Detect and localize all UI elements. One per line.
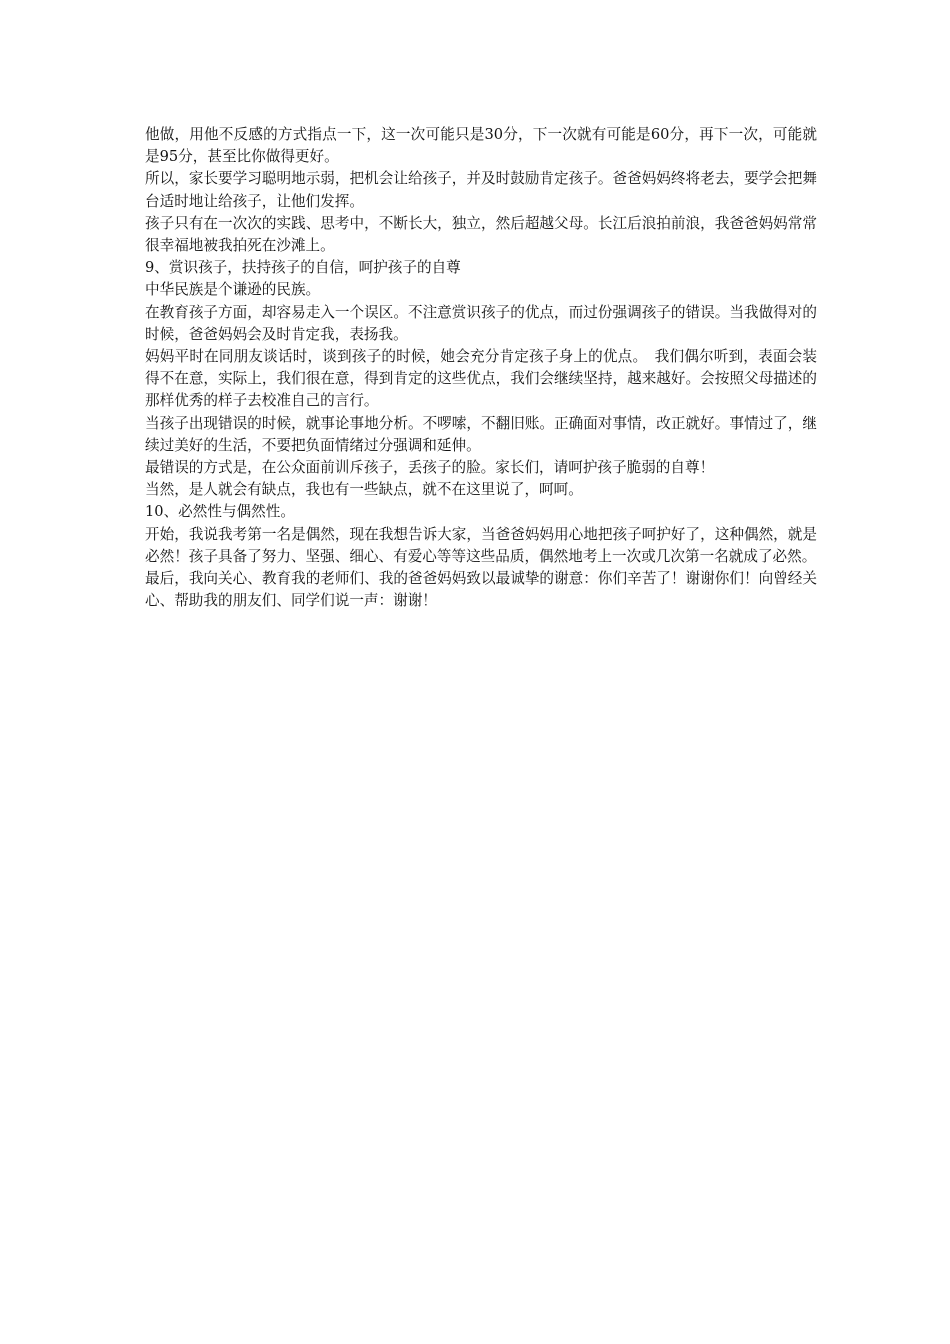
document-page: [145, 124, 817, 612]
paragraph: 孩子只有在一次次的实践、思考中，不断长大，独立，然后超越父母。长江后浪拍前浪，我爸爸妈妈常常很幸福地被我拍死在沙滩上。: [145, 214, 817, 255]
paragraph: 最错误的方式是，在公众面前训斥孩子，丢孩子的脸。家长们，请呵护孩子脆弱的自尊！: [145, 459, 715, 477]
paragraph: 在教育孩子方面，却容易走入一个误区。不注意赏识孩子的优点，而过份强调孩子的错误。当我做得对的时候，爸爸妈妈会及时肯定我，表扬我。: [145, 303, 817, 343]
paragraph: 最后，我向关心、教育我的老师们、我的爸爸妈妈致以最诚挚的谢意：你们辛苦了！谢谢你们！向曾经关心、帮助我的朋友们、同学们说一声：谢谢！: [145, 570, 817, 610]
paragraph: 开始，我说我考第一名是偶然，现在我想告诉大家，当爸爸妈妈用心地把孩子呵护好了，这种偶然，就是必然！孩子具备了努力、坚强、细心、有爱心等等这些品质，偶然地考上一次或几次第一名就成了必然。: [145, 525, 817, 565]
paragraph: 中华民族是个谦逊的民族。: [145, 281, 321, 299]
section-heading: 10、必然性与偶然性。: [145, 503, 295, 521]
paragraph: 当然，是人就会有缺点，我也有一些缺点，就不在这里说了，呵呵。: [145, 481, 583, 499]
section-heading: 9、赏识孩子，扶持孩子的自信，呵护孩子的自尊: [145, 259, 461, 277]
paragraph: 妈妈平时在同朋友谈话时，谈到孩子的时候，她会充分肯定孩子身上的优点。 我们偶尔听到，表面会装得不在意，实际上，我们很在意，得到肯定的这些优点，我们会继续坚持，越来越好。会按照父母描述的那样优秀的样子去校准自己的言行。: [145, 348, 817, 410]
paragraph: 他做，用他不反感的方式指点一下，这一次可能只是30分，下一次就有可能是60分，再下一次，可能就是95分，甚至比你做得更好。: [145, 126, 817, 166]
paragraph: 当孩子出现错误的时候，就事论事地分析。不啰嗦，不翻旧账。正确面对事情，改正就好。事情过了，继续过美好的生活，不要把负面情绪过分强调和延伸。: [145, 414, 817, 454]
paragraph: 所以，家长要学习聪明地示弱，把机会让给孩子，并及时鼓励肯定孩子。爸爸妈妈终将老去，要学会把舞台适时地让给孩子，让他们发挥。: [145, 170, 817, 210]
